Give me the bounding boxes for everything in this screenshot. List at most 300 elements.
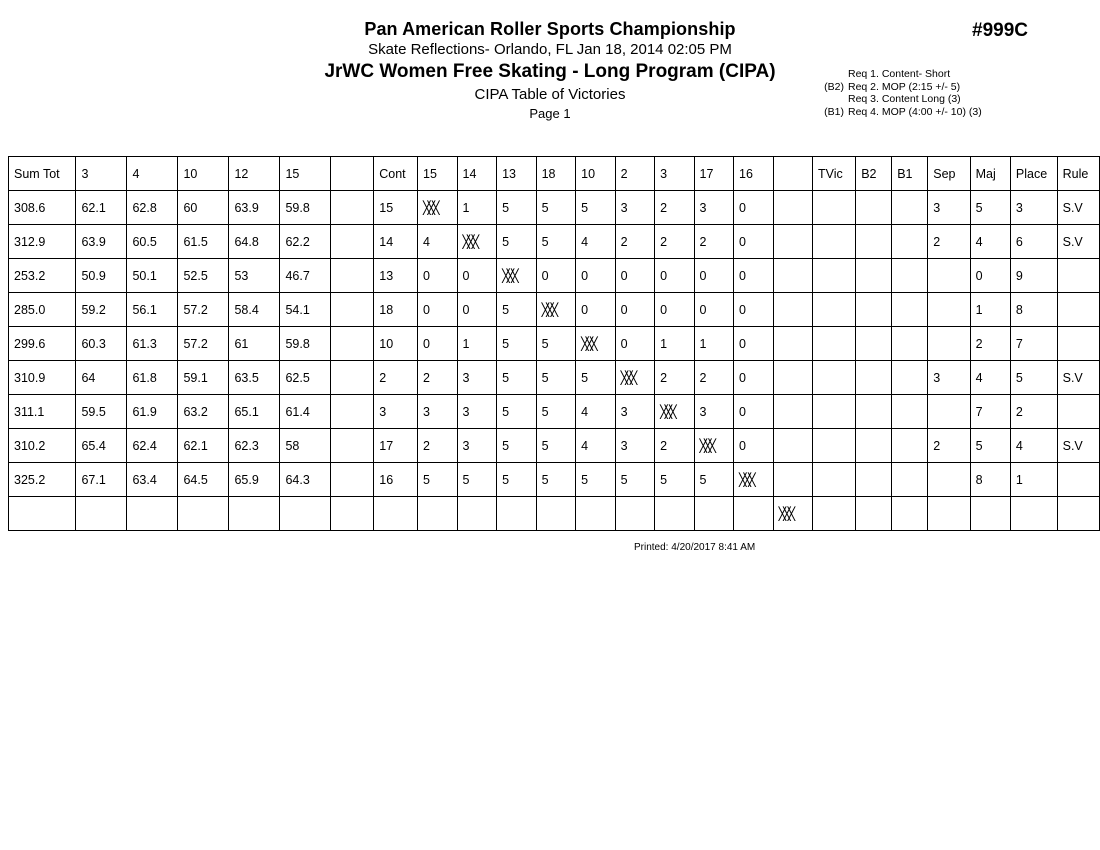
cross-mark-icon: ╳╳╳ <box>778 507 793 521</box>
table-cell: 4 <box>970 361 1010 395</box>
column-header: 13 <box>497 157 537 191</box>
table-cell <box>928 497 970 531</box>
table-cell: 10 <box>374 327 418 361</box>
table-cell: 9 <box>1010 259 1057 293</box>
table-cell: 0 <box>615 293 654 327</box>
table-cell: 62.2 <box>280 225 331 259</box>
column-header <box>331 157 374 191</box>
table-cell: 5 <box>615 463 654 497</box>
table-cell: 0 <box>615 327 654 361</box>
table-cell: 0 <box>418 259 458 293</box>
table-cell <box>331 293 374 327</box>
page-number: Page 1 <box>529 106 571 121</box>
table-cell <box>773 429 812 463</box>
table-cell <box>331 259 374 293</box>
table-cell: 7 <box>1010 327 1057 361</box>
table-cell: 2 <box>655 361 694 395</box>
table-cell: 0 <box>655 259 694 293</box>
table-cell <box>76 497 127 531</box>
column-header: 3 <box>655 157 694 191</box>
table-cell: 0 <box>734 293 774 327</box>
table-cell: 3 <box>457 429 497 463</box>
table-cell <box>812 259 855 293</box>
table-cell <box>773 327 812 361</box>
table-cell <box>1057 327 1099 361</box>
table-cell <box>928 463 970 497</box>
venue-line: Skate Reflections- Orlando, FL Jan 18, 2014 02:05 PM <box>368 41 732 58</box>
table-cell <box>812 395 855 429</box>
table-cell <box>773 395 812 429</box>
table-cell: 3 <box>694 395 734 429</box>
self-cell <box>457 225 497 259</box>
page-title: Pan American Roller Sports Championship <box>364 19 736 39</box>
table-cell: 61 <box>229 327 280 361</box>
table-cell: 63.2 <box>178 395 229 429</box>
table-cell: 0 <box>418 327 458 361</box>
self-cell <box>655 395 694 429</box>
table-cell: 64 <box>76 361 127 395</box>
printed-stamp: Printed: 4/20/2017 8:41 AM <box>634 542 756 553</box>
table-cell: 5 <box>497 293 537 327</box>
table-cell <box>892 463 928 497</box>
table-cell <box>856 225 892 259</box>
cross-mark-icon: ╳╳╳ <box>620 371 635 385</box>
table-cell <box>856 293 892 327</box>
table-cell: 1 <box>970 293 1010 327</box>
table-cell <box>812 429 855 463</box>
table-cell <box>892 259 928 293</box>
self-cell <box>576 327 616 361</box>
table-cell: 2 <box>655 429 694 463</box>
table-cell: 2 <box>694 361 734 395</box>
column-header: Maj <box>970 157 1010 191</box>
table-cell: 0 <box>418 293 458 327</box>
table-cell <box>856 497 892 531</box>
requirement-tag: (B2) <box>824 80 844 93</box>
table-cell: 62.1 <box>76 191 127 225</box>
table-cell: 5 <box>418 463 458 497</box>
requirements-block <box>818 68 982 118</box>
table-cell: 63.5 <box>229 361 280 395</box>
table-cell: 5 <box>536 327 576 361</box>
cross-mark-icon: ╳╳╳ <box>660 405 674 419</box>
table-cell: 0 <box>734 259 774 293</box>
table-cell <box>497 497 537 531</box>
table-row <box>9 395 1100 429</box>
table-row <box>9 463 1100 497</box>
table-row <box>9 497 1100 531</box>
table-cell: 0 <box>734 429 774 463</box>
table-cell: 0 <box>576 259 616 293</box>
table-cell <box>812 463 855 497</box>
table-cell <box>856 395 892 429</box>
table-cell: 5 <box>576 361 616 395</box>
table-cell <box>892 191 928 225</box>
table-cell: 59.8 <box>280 191 331 225</box>
table-cell: 308.6 <box>9 191 76 225</box>
table-row <box>9 327 1100 361</box>
table-cell: 61.9 <box>127 395 178 429</box>
table-cell: 67.1 <box>76 463 127 497</box>
table-cell: 59.8 <box>280 327 331 361</box>
table-cell: 59.2 <box>76 293 127 327</box>
table-cell: 5 <box>497 361 537 395</box>
table-cell: 59.1 <box>178 361 229 395</box>
table-cell <box>280 497 331 531</box>
table-cell <box>331 191 374 225</box>
self-cell <box>694 429 734 463</box>
table-cell: 325.2 <box>9 463 76 497</box>
table-cell: 2 <box>615 225 654 259</box>
table-cell: 5 <box>1010 361 1057 395</box>
table-cell: 63.9 <box>76 225 127 259</box>
requirement-line <box>818 68 982 81</box>
column-header: 3 <box>76 157 127 191</box>
table-cell: 2 <box>418 429 458 463</box>
table-cell <box>694 497 734 531</box>
table-cell <box>773 259 812 293</box>
table-cell: 64.5 <box>178 463 229 497</box>
table-cell: 61.3 <box>127 327 178 361</box>
column-header <box>773 157 812 191</box>
table-cell: 0 <box>970 259 1010 293</box>
table-cell: 5 <box>536 395 576 429</box>
table-row <box>9 293 1100 327</box>
table-cell: 65.9 <box>229 463 280 497</box>
table-cell <box>1057 293 1099 327</box>
table-cell <box>812 327 855 361</box>
table-cell: 5 <box>497 225 537 259</box>
column-header: 18 <box>536 157 576 191</box>
column-header: 10 <box>178 157 229 191</box>
table-cell: 2 <box>970 327 1010 361</box>
table-cell: 50.9 <box>76 259 127 293</box>
table-cell: 52.5 <box>178 259 229 293</box>
requirement-line <box>818 93 982 106</box>
table-cell <box>892 361 928 395</box>
table-cell <box>331 327 374 361</box>
report-subtitle: CIPA Table of Victories <box>474 86 626 103</box>
table-cell <box>374 497 418 531</box>
table-cell: 64.3 <box>280 463 331 497</box>
table-cell: 5 <box>497 395 537 429</box>
table-cell: 60 <box>178 191 229 225</box>
table-cell <box>892 293 928 327</box>
table-cell: 0 <box>694 259 734 293</box>
cross-mark-icon: ╳╳╳ <box>699 439 714 453</box>
table-cell: 18 <box>374 293 418 327</box>
table-cell: S.V <box>1057 191 1099 225</box>
table-cell: 60.3 <box>76 327 127 361</box>
table-cell <box>331 463 374 497</box>
requirement-text: Req 1. Content- Short <box>848 68 951 80</box>
table-cell <box>856 191 892 225</box>
cross-mark-icon: ╳╳╳ <box>581 337 595 351</box>
requirement-line <box>818 106 982 119</box>
table-cell: 61.8 <box>127 361 178 395</box>
table-cell: 2 <box>694 225 734 259</box>
table-cell: 5 <box>694 463 734 497</box>
table-cell: 3 <box>615 429 654 463</box>
table-cell: 13 <box>374 259 418 293</box>
table-cell <box>331 361 374 395</box>
table-cell: 8 <box>970 463 1010 497</box>
cross-mark-icon: ╳╳╳ <box>541 303 556 317</box>
table-cell: 4 <box>576 225 616 259</box>
table-row <box>9 361 1100 395</box>
table-cell: 0 <box>734 361 774 395</box>
table-cell: 5 <box>457 463 497 497</box>
table-cell <box>229 497 280 531</box>
table-cell: 63.4 <box>127 463 178 497</box>
table-cell: 0 <box>734 191 774 225</box>
table-cell: 2 <box>928 429 970 463</box>
table-cell: 8 <box>1010 293 1057 327</box>
table-cell <box>856 463 892 497</box>
table-cell <box>576 497 616 531</box>
table-cell <box>928 259 970 293</box>
table-cell: 3 <box>615 191 654 225</box>
table-cell: 50.1 <box>127 259 178 293</box>
table-cell: 17 <box>374 429 418 463</box>
table-row <box>9 191 1100 225</box>
table-cell: 3 <box>928 361 970 395</box>
column-header: B2 <box>856 157 892 191</box>
table-cell: 62.4 <box>127 429 178 463</box>
table-cell <box>418 497 458 531</box>
table-cell: 5 <box>576 463 616 497</box>
table-cell <box>773 225 812 259</box>
table-cell <box>331 225 374 259</box>
cross-mark-icon: ╳╳╳ <box>502 269 516 283</box>
table-cell: 16 <box>374 463 418 497</box>
cross-mark-icon: ╳╳╳ <box>462 235 477 249</box>
column-header: 15 <box>280 157 331 191</box>
table-cell: 5 <box>536 463 576 497</box>
table-cell <box>1057 497 1099 531</box>
table-cell: 58 <box>280 429 331 463</box>
table-cell <box>928 293 970 327</box>
results-table <box>8 156 1100 531</box>
self-cell <box>418 191 458 225</box>
table-cell: 14 <box>374 225 418 259</box>
self-cell <box>536 293 576 327</box>
column-header: 12 <box>229 157 280 191</box>
column-header: Sep <box>928 157 970 191</box>
table-cell: 311.1 <box>9 395 76 429</box>
column-header: 10 <box>576 157 616 191</box>
table-cell: 58.4 <box>229 293 280 327</box>
cross-mark-icon: ╳╳╳ <box>739 473 753 487</box>
table-cell <box>892 429 928 463</box>
table-cell: 312.9 <box>9 225 76 259</box>
table-cell <box>536 497 576 531</box>
table-cell: 285.0 <box>9 293 76 327</box>
event-code: #999C <box>972 20 1028 41</box>
cross-mark-icon: ╳╳╳ <box>423 201 437 215</box>
table-cell: 4 <box>418 225 458 259</box>
table-cell <box>856 361 892 395</box>
table-cell: 253.2 <box>9 259 76 293</box>
table-cell <box>331 429 374 463</box>
table-cell: 3 <box>1010 191 1057 225</box>
table-cell <box>1057 395 1099 429</box>
table-cell <box>812 293 855 327</box>
column-header: Rule <box>1057 157 1099 191</box>
table-cell: 2 <box>655 191 694 225</box>
table-cell: 5 <box>497 327 537 361</box>
column-header: 15 <box>418 157 458 191</box>
table-cell: 0 <box>694 293 734 327</box>
requirement-text: Req 3. Content Long (3) <box>848 93 961 105</box>
table-cell <box>127 497 178 531</box>
table-cell: 310.2 <box>9 429 76 463</box>
table-cell <box>928 395 970 429</box>
table-cell: 56.1 <box>127 293 178 327</box>
table-cell: 46.7 <box>280 259 331 293</box>
table-cell: 0 <box>655 293 694 327</box>
table-row <box>9 225 1100 259</box>
requirement-tag <box>818 93 848 106</box>
table-cell: S.V <box>1057 429 1099 463</box>
table-cell: 7 <box>970 395 1010 429</box>
table-cell: 0 <box>734 225 774 259</box>
table-cell: 0 <box>457 259 497 293</box>
table-cell: 59.5 <box>76 395 127 429</box>
table-header-row <box>9 157 1100 191</box>
table-cell: 2 <box>374 361 418 395</box>
table-cell: 0 <box>576 293 616 327</box>
table-cell: 5 <box>536 225 576 259</box>
table-cell: 299.6 <box>9 327 76 361</box>
table-cell: 3 <box>615 395 654 429</box>
table-cell: 0 <box>734 395 774 429</box>
results-table-wrapper <box>8 156 1100 531</box>
table-cell: 0 <box>457 293 497 327</box>
table-cell: 0 <box>536 259 576 293</box>
requirement-text: Req 4. MOP (4:00 +/- 10) (3) <box>848 105 982 118</box>
table-cell <box>734 497 774 531</box>
column-header: 16 <box>734 157 774 191</box>
column-header: 17 <box>694 157 734 191</box>
table-cell: 62.5 <box>280 361 331 395</box>
table-cell: 0 <box>734 327 774 361</box>
table-cell <box>856 327 892 361</box>
column-header: 4 <box>127 157 178 191</box>
table-row <box>9 259 1100 293</box>
table-cell: 5 <box>536 361 576 395</box>
table-cell: 62.8 <box>127 191 178 225</box>
table-cell: 63.9 <box>229 191 280 225</box>
table-cell: 3 <box>374 395 418 429</box>
table-head <box>9 157 1100 191</box>
table-cell: 4 <box>970 225 1010 259</box>
table-cell: 6 <box>1010 225 1057 259</box>
table-cell <box>812 191 855 225</box>
table-cell: 5 <box>655 463 694 497</box>
table-cell <box>773 361 812 395</box>
table-cell: 60.5 <box>127 225 178 259</box>
column-header: B1 <box>892 157 928 191</box>
table-cell <box>9 497 76 531</box>
event-title: JrWC Women Free Skating - Long Program (CIPA) <box>324 61 776 82</box>
requirement-text: Req 2. MOP (2:15 +/- 5) <box>848 80 961 93</box>
table-cell: 2 <box>1010 395 1057 429</box>
column-header: Sum Tot <box>9 157 76 191</box>
table-cell <box>178 497 229 531</box>
table-cell: 1 <box>457 191 497 225</box>
table-cell <box>892 327 928 361</box>
table-cell <box>892 497 928 531</box>
table-cell: 5 <box>970 191 1010 225</box>
column-header: 14 <box>457 157 497 191</box>
requirement-line <box>818 81 982 94</box>
table-cell <box>970 497 1010 531</box>
table-cell: 1 <box>1010 463 1057 497</box>
table-cell <box>331 497 374 531</box>
table-cell <box>773 293 812 327</box>
table-cell: 1 <box>655 327 694 361</box>
table-cell: 5 <box>536 429 576 463</box>
table-cell: 0 <box>615 259 654 293</box>
table-cell: 3 <box>418 395 458 429</box>
table-cell: 57.2 <box>178 293 229 327</box>
table-cell: 5 <box>497 191 537 225</box>
table-cell: 62.1 <box>178 429 229 463</box>
table-cell <box>1057 259 1099 293</box>
table-cell: 3 <box>694 191 734 225</box>
column-header: Cont <box>374 157 418 191</box>
table-cell <box>773 191 812 225</box>
table-cell: 4 <box>576 395 616 429</box>
table-cell <box>331 395 374 429</box>
table-cell: 3 <box>457 395 497 429</box>
column-header: Place <box>1010 157 1057 191</box>
table-cell <box>812 225 855 259</box>
table-cell <box>892 395 928 429</box>
table-cell: 5 <box>536 191 576 225</box>
table-cell: S.V <box>1057 225 1099 259</box>
table-cell: 57.2 <box>178 327 229 361</box>
table-cell: 4 <box>576 429 616 463</box>
table-cell <box>812 361 855 395</box>
table-cell: 61.5 <box>178 225 229 259</box>
table-cell <box>773 463 812 497</box>
self-cell <box>497 259 537 293</box>
table-cell: 310.9 <box>9 361 76 395</box>
table-row <box>9 429 1100 463</box>
column-header: 2 <box>615 157 654 191</box>
table-cell: 53 <box>229 259 280 293</box>
requirement-tag: (B1) <box>824 105 844 118</box>
table-cell <box>892 225 928 259</box>
table-cell: 2 <box>928 225 970 259</box>
table-cell: 62.3 <box>229 429 280 463</box>
table-cell <box>655 497 694 531</box>
self-cell <box>773 497 812 531</box>
table-cell: 2 <box>418 361 458 395</box>
table-cell: 5 <box>576 191 616 225</box>
table-cell: 5 <box>497 429 537 463</box>
table-cell <box>928 327 970 361</box>
table-cell: 61.4 <box>280 395 331 429</box>
table-cell: 65.4 <box>76 429 127 463</box>
table-cell: 65.1 <box>229 395 280 429</box>
table-cell: 64.8 <box>229 225 280 259</box>
table-cell: 54.1 <box>280 293 331 327</box>
requirement-tag <box>818 68 848 81</box>
table-cell: 2 <box>655 225 694 259</box>
